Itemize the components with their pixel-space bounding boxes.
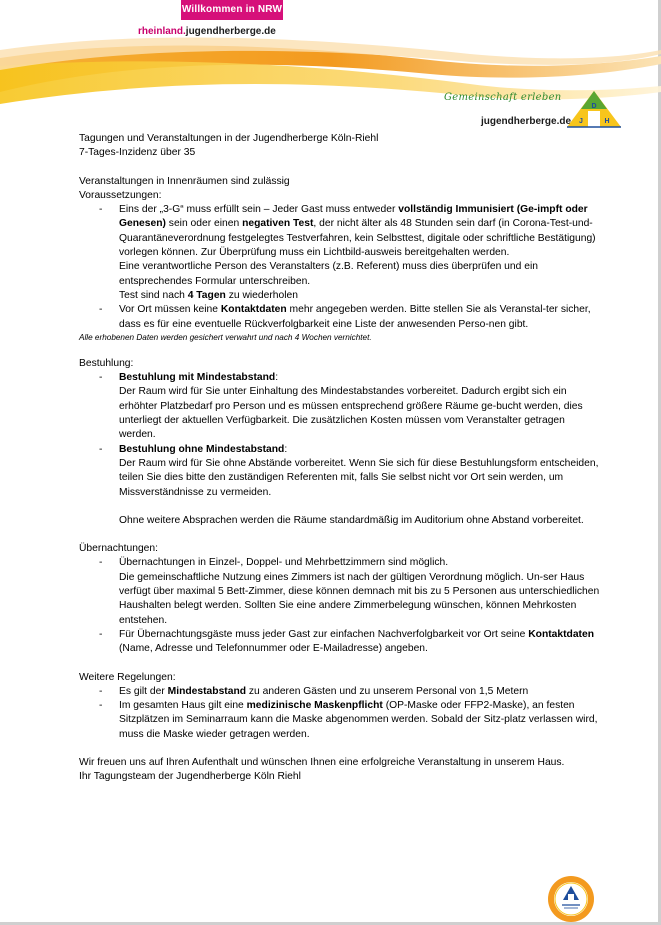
seating-without-distance-text: Der Raum wird für Sie ohne Abstände vorbereitet. Wenn Sie sich für diese Bestuhlungsform entscheiden, teilen Sie dies bitte den zuständigen Referenten mit, falls Sie selbst nicht vor Ort sein werden, um Missverständnisse zu vermeiden. xyxy=(119,457,599,498)
bold-run: Bestuhlung mit Mindestabstand xyxy=(119,372,276,384)
signature: Ihr Tagungsteam der Jugendherberge Köln Riehl xyxy=(79,771,301,783)
logo-letter-h: H xyxy=(604,118,610,125)
intro-line-2: 7-Tages-Inzidenz über 35 xyxy=(79,147,196,159)
overnight-rooms-text: Die gemeinschaftliche Nutzung eines Zimmers ist nach der gültigen Verordnung möglich. Un-ser Haus verfügt über maximal 5 Bett-Zimmer, diese können demnach mit bis zu 5 Personen aus unterschiedlichen Haushalten belegt werden. Sollten Sie eine andere Zimmerbelegung wünschen, können Mehrkosten entstehen. xyxy=(119,571,600,626)
text-run: (Name, Adresse und Telefonnummer oder E-Mailadresse) angeben. xyxy=(119,643,428,655)
overnight-item-contact xyxy=(79,628,604,657)
bold-run: medizinische Maskenpflicht xyxy=(246,700,383,712)
seating-item-with-distance xyxy=(79,371,604,442)
list-dash: - xyxy=(99,557,103,569)
rule-item-mask xyxy=(79,699,604,742)
welcome-badge: Willkommen in NRW xyxy=(181,0,283,20)
rule-distance-text xyxy=(119,685,604,699)
data-retention-note: Alle erhobenen Daten werden gesichert verwahrt und nach 4 Wochen vernichtet. xyxy=(79,332,372,342)
site-url-domain: jugendherberge.de xyxy=(185,26,276,37)
logo-letter-j: J xyxy=(579,118,583,125)
list-dash: - xyxy=(99,372,103,384)
text-run: (OP-Maske oder FFP2-Maske), an festen Sitzplätzen im Seminarraum kann die Maske abgenommen werden. Sobald der Sitz-platz verlassen wird, muss die Maske wieder getragen werden. xyxy=(119,700,598,740)
seating-default-text: Ohne weitere Absprachen werden die Räume standardmäßig im Auditorium ohne Abstand vorbereitet. xyxy=(119,514,584,526)
text-run: Vor Ort müssen keine xyxy=(119,304,221,316)
text-run: zu anderen Gästen und zu unserem Personal von 1,5 Metern xyxy=(246,685,529,697)
list-dash: - xyxy=(99,700,103,712)
bold-run: Bestuhlung ohne Mindestabstand xyxy=(119,443,285,455)
events-heading: Veranstaltungen in Innenräumen sind zulässig xyxy=(79,175,290,187)
requirements-heading: Voraussetzungen: xyxy=(79,189,162,201)
seating-without-distance-title xyxy=(119,443,604,457)
list-dash: - xyxy=(99,628,103,640)
bold-run: vollständig Immunisiert (Ge-impft oder Genesen) xyxy=(119,204,588,230)
text-run: Es gilt der xyxy=(119,685,168,697)
requirement-contact-text xyxy=(119,303,604,332)
closing-text: Wir freuen uns auf Ihren Aufenthalt und wünschen Ihnen eine erfolgreiche Veranstaltung in unserem Haus. xyxy=(79,756,565,768)
rule-item-distance xyxy=(79,685,604,699)
requirement-item-contact xyxy=(79,303,604,332)
bold-run: Kontaktdaten xyxy=(528,628,595,640)
rule-mask-text xyxy=(119,699,604,742)
letterhead xyxy=(0,0,661,130)
list-dash: - xyxy=(99,685,103,697)
text-run: : xyxy=(284,443,288,455)
list-dash: - xyxy=(99,304,103,316)
bold-run: negativen Test xyxy=(242,218,314,230)
decorative-swoosh xyxy=(0,0,661,130)
bold-run: 4 Tagen xyxy=(187,289,226,301)
overnight-rooms-line: Übernachtungen in Einzel-, Doppel- und Mehrbettzimmern sind möglich. xyxy=(119,557,449,569)
text-run: sein oder einen xyxy=(165,218,243,230)
bold-run: Kontaktdaten xyxy=(220,304,287,316)
text-run: Im gesamten Haus gilt eine xyxy=(119,700,247,712)
logo-letter-d: D xyxy=(591,103,597,110)
text-run: , der nicht älter als 48 Stunden sein darf (in Corona-Test-und-Quarantäneverordnung festgelegtes Testverfahren, kein Selbsttest, digitale oder schriftliche Bestätigung) vorlegen können. Zur Überprüfung muss ein Lichtbild-ausweis bereitgehalten werden. xyxy=(119,218,596,259)
hostelling-international-seal-icon xyxy=(546,874,596,924)
site-url xyxy=(138,26,276,37)
seating-with-distance-text: Der Raum wird für Sie unter Einhaltung des Mindestabstandes vorbereitet. Dadurch ergibt sich ein erhöhter Platzbedarf pro Person und es müssen entsprechend größere Räume ge-bucht werden, dies unterliegt der aktuellen Verfügbarkeit. Die zusätzlichen Kosten müssen vom Veranstalter getragen werden. xyxy=(119,386,583,441)
text-run: : xyxy=(275,372,279,384)
seating-item-without-distance xyxy=(79,443,604,528)
overnight-item-rooms xyxy=(79,556,604,627)
brand-domain: jugendherberge.de xyxy=(481,116,572,127)
text-run: zu wiederholen xyxy=(225,289,298,301)
list-dash: - xyxy=(99,204,103,216)
requirement-item-3g xyxy=(79,203,604,303)
text-run: mehr angegeben werden. Bitte stellen Sie als Veranstal-ter sicher, dass es für eine eventuelle Rückverfolgbarkeit eine Liste der anwesenden Perso-nen gibt. xyxy=(119,304,591,330)
seating-heading: Bestuhlung: xyxy=(79,357,134,369)
rules-heading: Weitere Regelungen: xyxy=(79,671,176,683)
overnight-heading: Übernachtungen: xyxy=(79,543,159,555)
requirement-responsible-text: Eine verantwortliche Person des Veranstalters (z.B. Referent) muss dies überprüfen und ein entsprechendes Formular unterschreiben. xyxy=(119,261,538,287)
djh-logo-icon xyxy=(565,89,623,129)
seating-with-distance-title xyxy=(119,371,604,385)
list-dash: - xyxy=(99,443,103,455)
text-run: Für Übernachtungsgäste muss jeder Gast zur einfachen Nachverfolgbarkeit vor Ort seine xyxy=(119,628,529,640)
text-run: Test sind nach xyxy=(119,289,188,301)
overnight-contact-text xyxy=(119,628,604,657)
requirement-retest-text xyxy=(119,289,604,303)
document-body xyxy=(79,132,604,785)
slogan: Gemeinschaft erleben xyxy=(444,92,562,103)
text-run: Eins der „3-G“ muss erfüllt sein – Jeder Gast muss entweder xyxy=(119,204,399,216)
site-url-prefix: rheinland. xyxy=(138,26,186,37)
intro-line-1: Tagungen und Veranstaltungen in der Jugendherberge Köln-Riehl xyxy=(79,133,379,144)
bold-run: Mindestabstand xyxy=(167,685,247,697)
requirement-3g-text xyxy=(119,203,604,260)
